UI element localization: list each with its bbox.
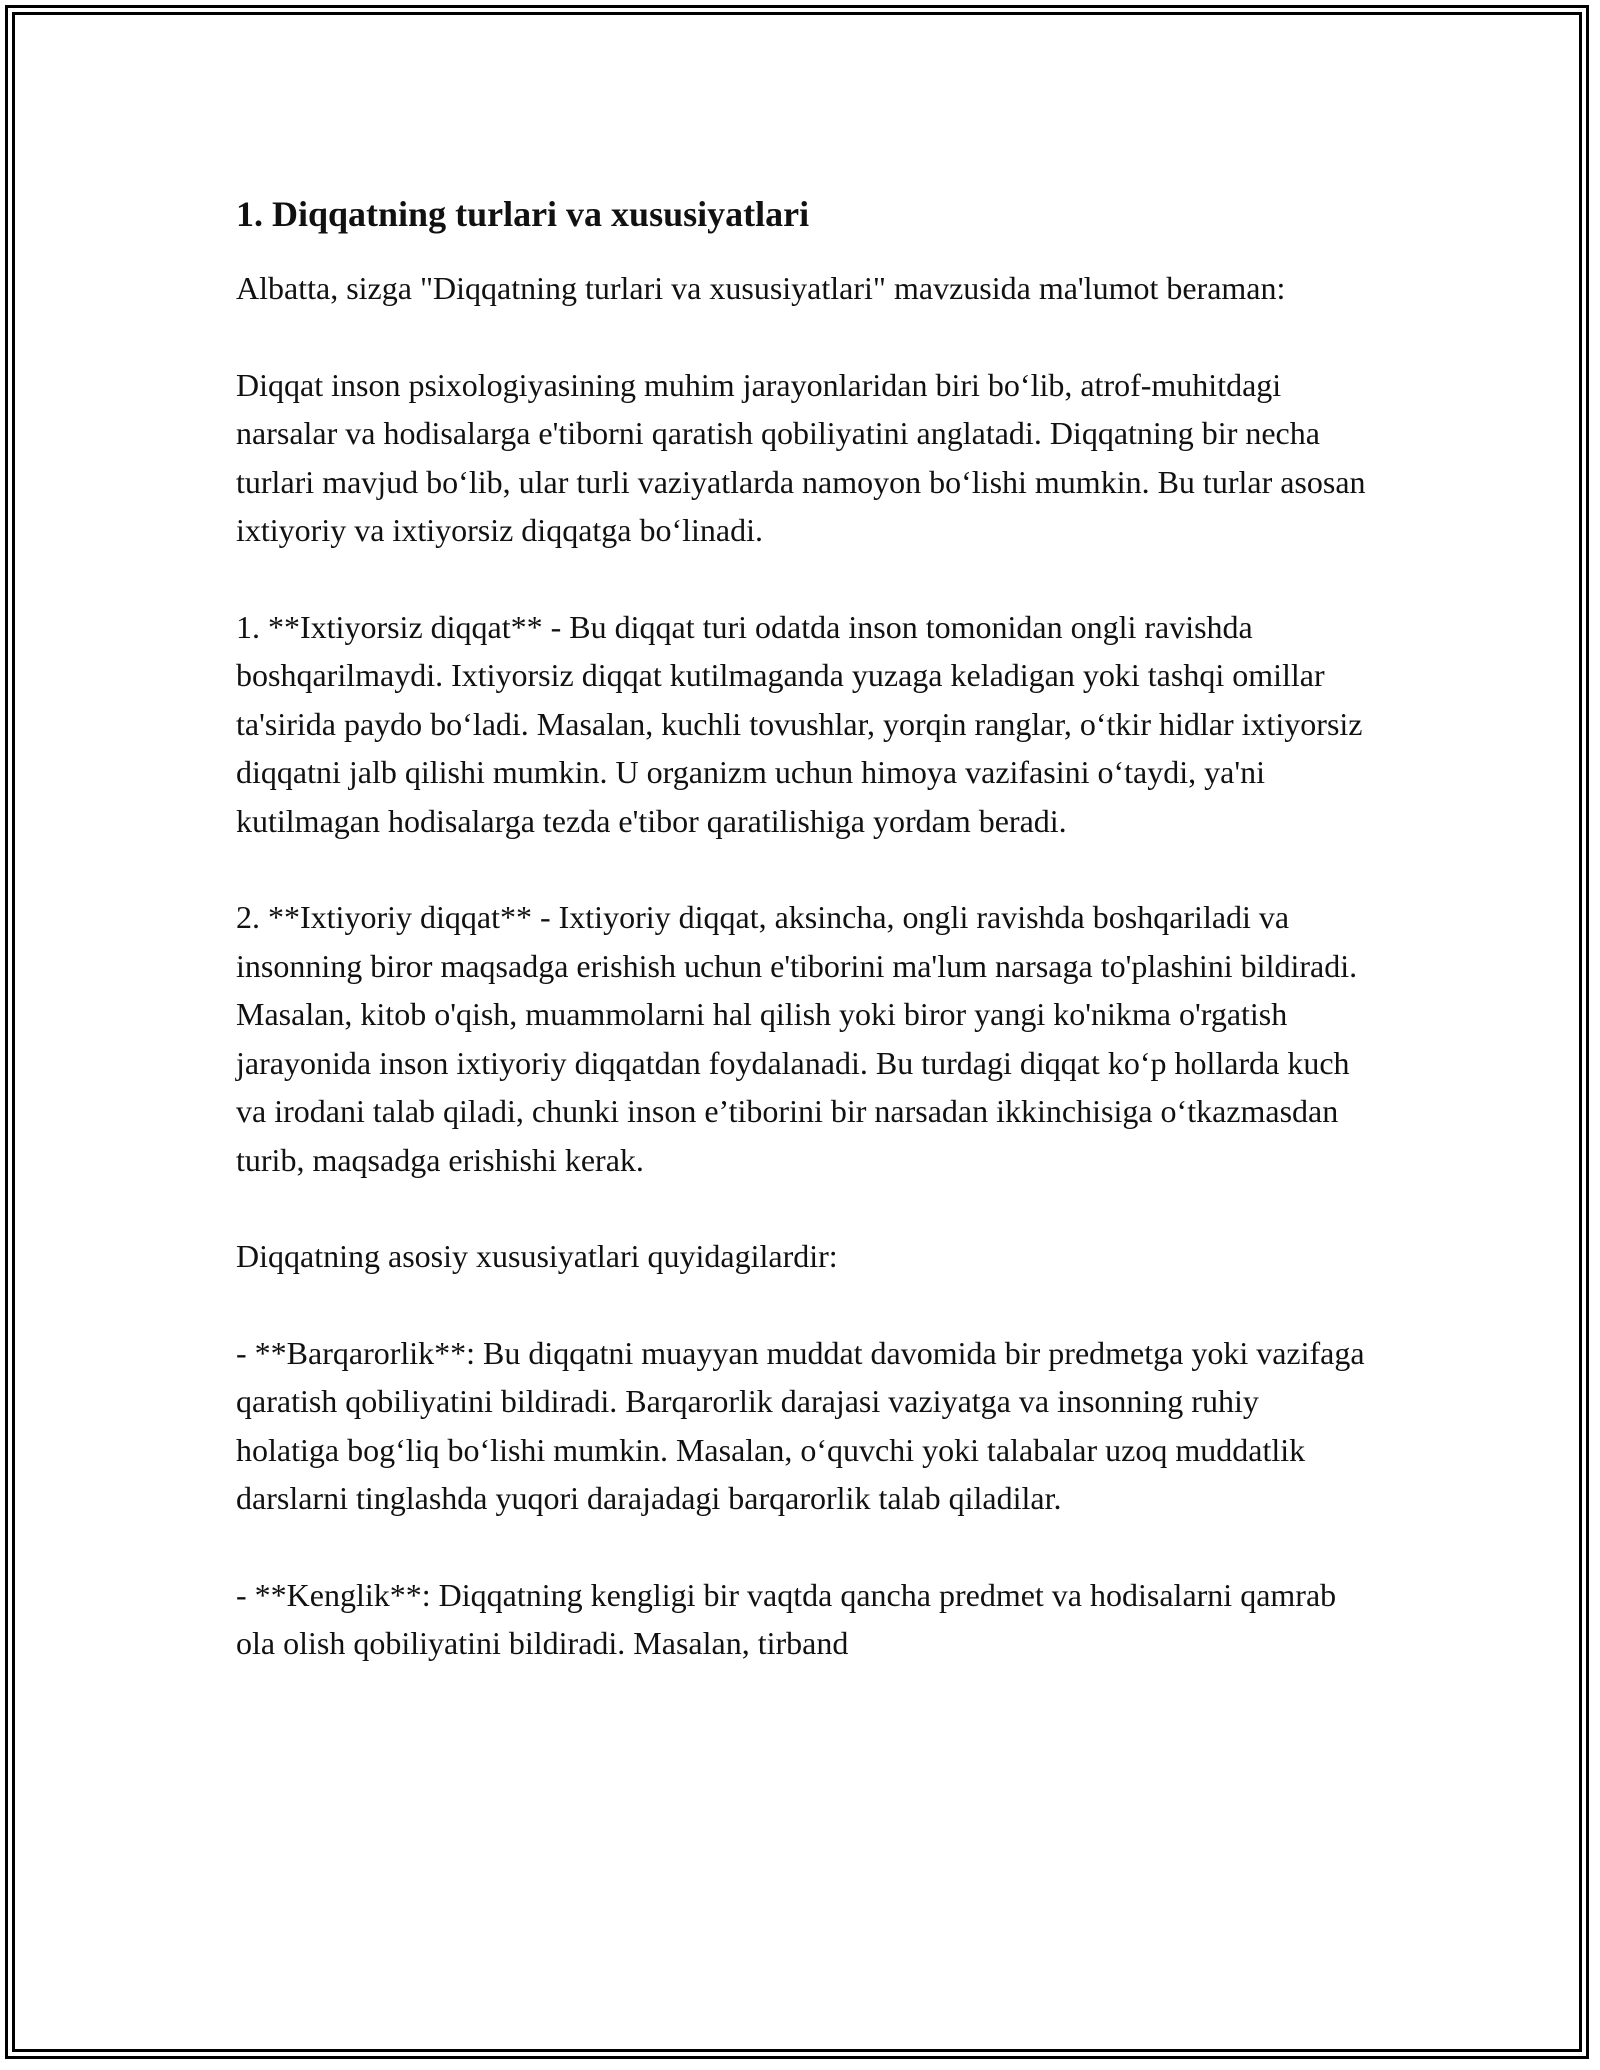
section-heading: 1. Diqqatning turlari va xususiyatlari xyxy=(236,194,810,234)
voluntary-attention-paragraph: 2. **Ixtiyoriy diqqat** - Ixtiyoriy diqqat, aksincha, ongli ravishda boshqariladi va insonning biror maqsadga erishish uchun e'tiborini ma'lum narsaga to'plashini bildiradi. Masalan, kitob o'qish, muammolarni hal qilish yoki biror yangi ko'nikma o'rgatish jarayonida inson ixtiyoriy diqqatdan foydalanadi. Bu turdagi diqqat koʻp hollarda kuch va irodani talab qiladi, chunki inson e’tiborini bir narsadan ikkinchisiga oʻtkazmasdan turib, maqsadga erishishi kerak. xyxy=(236,899,1358,1178)
document-body xyxy=(236,188,1366,1668)
involuntary-attention-paragraph: 1. **Ixtiyorsiz diqqat** - Bu diqqat turi odatda inson tomonidan ongli ravishda boshqarilmaydi. Ixtiyorsiz diqqat kutilmaganda yuzaga keladigan yoki tashqi omillar ta'sirida paydo boʻladi. Masalan, kuchli tovushlar, yorqin ranglar, oʻtkir hidlar ixtiyorsiz diqqatni jalb qilishi mumkin. U organizm uchun himoya vazifasini oʻtaydi, ya'ni kutilmagan hodisalarga tezda e'tibor qaratilishiga yordam beradi. xyxy=(236,608,1363,839)
stability-paragraph: - **Barqarorlik**: Bu diqqatni muayyan muddat davomida bir predmetga yoki vazifaga qaratish qobiliyatini bildiradi. Barqarorlik darajasi vaziyatga va insonning ruhiy holatiga bogʻliq boʻlishi mumkin. Masalan, oʻquvchi yoki talabalar uzoq muddatlik darslarni tinglashda yuqori darajadagi barqarorlik talab qiladilar. xyxy=(236,1334,1365,1516)
intro-paragraph: Albatta, sizga "Diqqatning turlari va xususiyatlari" mavzusida ma'lumot beraman: xyxy=(236,270,1286,306)
breadth-paragraph: - **Kenglik**: Diqqatning kengligi bir vaqtda qancha predmet va hodisalarni qamrab ola olish qobiliyatini bildiradi. Masalan, tirband xyxy=(236,1576,1337,1661)
definition-paragraph: Diqqat inson psixologiyasining muhim jarayonlaridan biri boʻlib, atrof-muhitdagi narsalar va hodisalarga e'tiborni qaratish qobiliyatini anglatadi. Diqqatning bir necha turlari mavjud boʻlib, ular turli vaziyatlarda namoyon boʻlishi mumkin. Bu turlar asosan ixtiyoriy va ixtiyorsiz diqqatga boʻlinadi. xyxy=(236,366,1366,548)
properties-intro-paragraph: Diqqatning asosiy xususiyatlari quyidagilardir: xyxy=(236,1238,838,1274)
